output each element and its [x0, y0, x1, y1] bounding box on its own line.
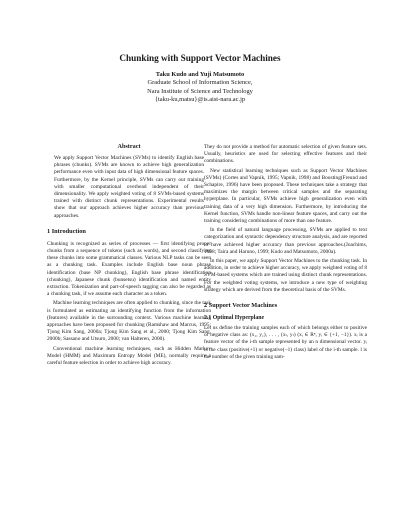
right-paragraph-4: In this paper, we apply Support Vector Machines to the chunking task. In addition, in order to achieve higher accuracy, we apply weighted voting of 8 SVM-based systems which are trained using distinct chunk representations. For the weighted voting systems, we introduce a new type of weighting strategy which are derived from the theoretical basis of the SVMs.: [204, 258, 367, 293]
author-names: Taku Kudo and Yuji Matsumoto: [155, 71, 245, 78]
abstract-text: We apply Support Vector Machines (SVMs) to identify English base phrases (chunks). SVMs are known to achieve high generalization performance even with input data of high dimensional feature spaces. Furthermore, by the Kernel principle, SVMs can carry out training with smaller computational overhead independent of their dimensionality. We apply weighted voting of 8 SVMs-based systems trained with distinct chunk representations. Experimental results show that our approach achieves higher accuracy than previous approaches.: [54, 155, 204, 219]
right-paragraph-2: New statistical learning techniques such as Support Vector Machines (SVMs) (Cortes and Vapnik, 1995; Vapnik, 1998) and Boosting(Freund and Schapire, 1996) have been proposed. These techniques take a strategy that maximizes the margin between critical samples and the separating hyperplane. In particular, SVMs achieve high generalization even with training data of a very high dimension. Furthermore, by introducing the Kernel function, SVMs handle non-linear feature spaces, and carry out the training considering combinations of more than one feature.: [204, 167, 367, 225]
author-email: {taku-ku,matsu}@is.aist-nara.ac.jp: [154, 96, 246, 104]
right-column: [204, 144, 367, 363]
section-2-1-text: Let us define the training samples each of which belongs either to positive or negative class as: (x₁, y₁), . . . , (xₗ, yₗ) (xᵢ ∈ Rⁿ, yᵢ ∈ {+1, −1}). xᵢ is a feature vector of the i-th sample represented by an n dimensional vector. yᵢ is the class (positive(+1) or negative(−1) class) label of the i-th sample. l is the number of the given training sam-: [204, 325, 367, 360]
intro-paragraph-1: Chunking is recognized as series of processes — first identifying proper chunks from a sequence of tokens (such as words), and second classifying these chunks into some grammatical classes. Various NLP tasks can be seen as a chunking task. Examples include English base noun phrase identification (base NP chunking), English base phrase identification (chunking), Japanese chunk (bunsetsu) identification and named entity extraction. Tokenization and part-of-speech tagging can also be regarded as a chunking task, if we assume each character as a token.: [47, 240, 211, 298]
subsection-2-1-heading: 2.1 Optimal Hyperplane: [204, 315, 265, 322]
abstract-heading: Abstract: [117, 143, 141, 150]
section-1-heading: 1 Introduction: [47, 227, 86, 235]
section-2-heading: 2 Support Vector Machines: [204, 302, 278, 310]
intro-paragraph-3: Conventional machine learning techniques, such as Hidden Markov Model (HMM) and Maximum Entropy Model (ME), normally require a careful feature selection in order to achieve high accuracy.: [47, 345, 211, 367]
affiliation-line-2: Nara Institute of Science and Technology: [147, 87, 253, 95]
right-paragraph-3: In the field of natural language processing, SVMs are applied to text categorization and syntactic dependency structure analysis, and are reported to have achieved higher accuracy than previous approaches.(Joachims, 1998; Taira and Haruno, 1999; Kudo and Matsumoto, 2000a).: [204, 227, 367, 255]
intro-paragraph-2: Machine learning techniques are often applied to chunking, since the task is formulated as estimating an identifying function from the information (features) available in the surrounding context. Various machine learning approaches have been proposed for chunking (Ramshaw and Marcus, 1995; Tjong Kim Sang, 2000a; Tjong Kim Sang et al., 2000; Tjong Kim Sang, 2000b; Sassano and Utsuro, 2000; van Halteren, 2000).: [47, 300, 211, 343]
affiliation-line-1: Graduate School of Information Science,: [147, 79, 253, 87]
paper-title: Chunking with Support Vector Machines: [119, 53, 281, 63]
right-paragraph-1: They do not provide a method for automatic selection of given feature sets. Usually, heuristics are used for selecting effective features and their combinations.: [204, 144, 367, 165]
author-block: [0, 71, 400, 105]
left-column: [47, 143, 211, 369]
